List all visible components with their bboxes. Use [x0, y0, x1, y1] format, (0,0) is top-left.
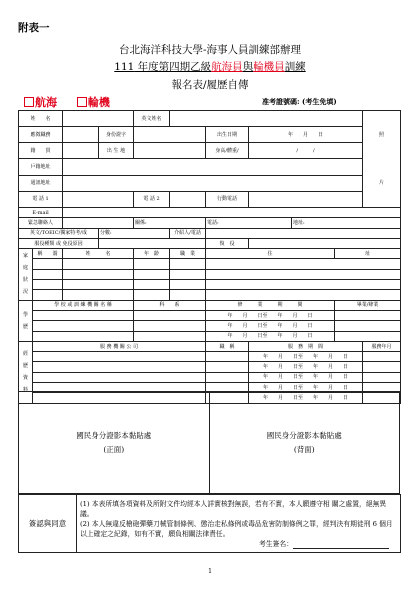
family-char: 狀	[22, 277, 28, 284]
emergency-tel-field[interactable]	[206, 218, 292, 228]
experience-row	[19, 372, 401, 382]
family-char: 庭	[22, 265, 28, 272]
retire-field[interactable]	[249, 238, 401, 248]
experience-period[interactable]: 年 月 日至 年 月 日	[249, 352, 363, 362]
education-cell[interactable]	[33, 331, 134, 341]
checkbox-engineering[interactable]	[77, 94, 110, 110]
experience-period[interactable]: 年 月 日至 年 月 日	[249, 393, 363, 403]
experience-cell[interactable]	[363, 372, 401, 382]
title-and: 與	[242, 61, 254, 73]
checkbox-navigation-label: 航海	[35, 96, 57, 109]
signature-area	[80, 539, 397, 549]
education-cell[interactable]	[134, 321, 206, 331]
registered-address-label: 戶籍地址	[19, 159, 63, 175]
education-row	[19, 331, 401, 341]
signature-line[interactable]	[293, 541, 389, 549]
title-mid: 年度第四期乙級	[134, 61, 212, 73]
photo-label-1: 照	[379, 132, 385, 138]
experience-header-title: 職 稱	[206, 341, 249, 351]
id-front-label: 國民身分證影本黏貼處	[76, 430, 152, 440]
family-header-title: 稱 謂	[33, 249, 63, 259]
checkbox-engineering-label: 輪機	[87, 96, 110, 109]
title-engineer: 輪機員	[253, 61, 285, 73]
relation-label: 關係:	[135, 219, 147, 226]
family-cell[interactable]	[63, 269, 134, 279]
family-cell[interactable]	[206, 280, 401, 290]
education-cell[interactable]	[134, 310, 206, 320]
education-period[interactable]: 年 月 日至 年 月 日	[206, 321, 335, 331]
score-label: 分數:	[100, 230, 112, 237]
emergency-address-label: 地址:	[293, 219, 305, 226]
education-row	[19, 310, 401, 320]
birthplace-field[interactable]	[134, 143, 206, 159]
signature-label: 考生簽名：	[259, 539, 293, 548]
consent-section	[18, 494, 401, 553]
family-cell[interactable]	[170, 290, 206, 300]
family-row	[19, 269, 401, 279]
experience-cell[interactable]	[206, 352, 249, 362]
english-name-label: 英文姓名	[134, 111, 170, 127]
education-cell[interactable]	[134, 331, 206, 341]
phone2-field[interactable]	[170, 191, 206, 207]
position-label: 應徵職務	[19, 127, 63, 143]
family-header-name: 姓 名	[63, 249, 134, 259]
mailing-address-label: 通訊地址	[19, 175, 63, 191]
id-card-front-box[interactable]	[19, 392, 210, 494]
education-header-period: 修 業 期 間	[206, 300, 335, 310]
family-cell[interactable]	[63, 280, 134, 290]
family-header-job: 職 業	[170, 249, 206, 259]
family-cell[interactable]	[134, 280, 170, 290]
title-navigator: 航海員	[211, 61, 243, 73]
education-cell[interactable]	[33, 321, 134, 331]
email-label: E-mail	[19, 208, 63, 218]
registered-address-field[interactable]	[63, 159, 363, 175]
family-cell[interactable]	[63, 259, 134, 269]
experience-cell[interactable]	[33, 372, 206, 382]
score-field[interactable]	[99, 228, 170, 238]
family-cell[interactable]	[206, 259, 401, 269]
consent-item-1: (1) 本表所填各項資料及所附文件均經本人詳實核對無誤，若有不實，本人願遵守相 關之處置，絕無異議。	[80, 499, 387, 518]
height-weight-field[interactable]: / /	[249, 143, 363, 159]
family-cell[interactable]	[206, 269, 401, 279]
birth-date-label: 出生日期	[206, 127, 249, 143]
education-cell[interactable]	[335, 331, 401, 341]
checkbox-square-icon	[24, 97, 34, 107]
experience-char: 經	[22, 351, 28, 358]
title-tail: 訓練	[284, 61, 306, 73]
education-header-school: 學 校 或 訓 練 機 關 名 稱	[33, 300, 134, 310]
emergency-contact-field[interactable]	[63, 218, 134, 228]
education-header-dept: 科 系	[134, 300, 206, 310]
experience-cell[interactable]	[363, 362, 401, 372]
id-number-label: 身份證字	[99, 127, 134, 143]
military-field[interactable]	[99, 238, 206, 248]
experience-period[interactable]: 年 月 日至 年 月 日	[249, 362, 363, 372]
referrer-label: 介紹人/電話	[170, 228, 206, 238]
id-front-side: (正面)	[103, 444, 125, 454]
id-back-label: 國民身分證影本黏貼處	[266, 430, 342, 440]
family-cell[interactable]	[33, 259, 63, 269]
form-subtitle: 報名表/履歷自傳	[171, 79, 249, 91]
email-field[interactable]	[63, 208, 401, 218]
experience-cell[interactable]	[33, 362, 206, 372]
education-header-status: 畢業/肄業	[335, 300, 401, 310]
mailing-address-field[interactable]	[63, 175, 363, 191]
family-header-address: 址	[335, 249, 401, 259]
emergency-address-field[interactable]	[292, 218, 401, 228]
family-cell[interactable]	[33, 280, 63, 290]
family-char: 況	[22, 289, 28, 296]
birthplace-label: 出 生 地	[99, 143, 134, 159]
education-period[interactable]: 年 月 日至 年 月 日	[206, 310, 335, 320]
mobile-label: 行動電話	[206, 191, 249, 207]
education-section-label	[19, 300, 33, 341]
education-row	[19, 321, 401, 331]
experience-char: 資	[22, 375, 28, 382]
page-number: 1	[208, 568, 212, 575]
family-header-residence: 住	[206, 249, 335, 259]
family-cell[interactable]	[134, 290, 170, 300]
consent-text	[77, 495, 401, 553]
experience-header-company: 服 務 機 關 公 司	[33, 341, 206, 351]
birth-date-field[interactable]: 年 月 日	[249, 127, 363, 143]
phone1-field[interactable]	[63, 191, 134, 207]
family-row	[19, 290, 401, 300]
family-cell[interactable]	[170, 269, 206, 279]
experience-row	[19, 352, 401, 362]
education-char: 歷	[22, 323, 28, 330]
phone2-label: 電 話 2	[134, 191, 170, 207]
checkbox-square-icon	[77, 97, 87, 107]
form-title-line2	[0, 59, 420, 74]
family-char: 家	[22, 253, 28, 260]
checkbox-navigation[interactable]	[24, 94, 57, 110]
family-cell[interactable]	[63, 290, 134, 300]
id-card-back-box[interactable]	[209, 392, 400, 494]
name-field[interactable]	[63, 111, 134, 127]
education-period[interactable]: 年 月 日至 年 月 日	[206, 331, 335, 341]
id-card-section	[18, 391, 400, 494]
relation-field[interactable]	[134, 218, 206, 228]
experience-char: 歷	[22, 363, 28, 370]
family-row	[19, 280, 401, 290]
education-cell[interactable]	[33, 310, 134, 320]
experience-cell[interactable]	[206, 372, 249, 382]
english-test-label: 英文/TOEIC/獨家特考/成	[19, 228, 99, 238]
family-row	[19, 259, 401, 269]
family-cell[interactable]	[33, 290, 63, 300]
family-section-label	[19, 249, 33, 300]
emergency-tel-label: 電話:	[207, 219, 219, 226]
consent-item-2: (2) 本人無違反槍砲彈藥刀械管制條例、懲治走私條例或毒品危害防制條例之罪，經判決有期徒刑 6 個月以上確定之紀錄，如有不實，願負相關法律責任。	[80, 519, 393, 538]
family-cell[interactable]	[33, 269, 63, 279]
id-back-side: (背面)	[293, 444, 315, 454]
family-header-age: 年 齡	[134, 249, 170, 259]
family-cell[interactable]	[170, 280, 206, 290]
family-cell[interactable]	[206, 290, 401, 300]
exam-number-label: 准考證號碼: (考生免填)	[262, 97, 337, 106]
family-cell[interactable]	[134, 269, 170, 279]
education-char: 學	[22, 311, 28, 318]
education-cell[interactable]	[335, 321, 401, 331]
consent-label: 簽認與同意	[19, 495, 77, 553]
name-label: 姓 名	[19, 111, 63, 127]
experience-cell[interactable]	[363, 352, 401, 362]
category-checkboxes	[24, 94, 110, 110]
mobile-field[interactable]	[249, 191, 363, 207]
emergency-contact-label: 緊急聯絡人	[19, 218, 63, 228]
id-number-field[interactable]	[134, 127, 206, 143]
experience-cell[interactable]	[206, 362, 249, 372]
experience-header-duration: 服務年月	[363, 341, 401, 351]
experience-period[interactable]: 年 月 日至 年 月 日	[249, 383, 363, 393]
referrer-field[interactable]	[206, 228, 401, 238]
english-name-field[interactable]	[170, 111, 363, 127]
photo-label-2: 片	[379, 180, 385, 186]
experience-row	[19, 362, 401, 372]
origin-field[interactable]	[63, 143, 99, 159]
family-cell[interactable]	[134, 259, 170, 269]
family-cell[interactable]	[170, 259, 206, 269]
height-weight-label: 身高/體重/	[206, 143, 249, 159]
military-label: 服役種類 或 免役原因	[19, 238, 99, 248]
experience-period[interactable]: 年 月 日至 年 月 日	[249, 372, 363, 382]
phone1-label: 電 話 1	[19, 191, 63, 207]
retire-label: 復 役	[206, 238, 249, 248]
title-year: 111	[114, 61, 135, 73]
experience-header-period: 服 務 期 間	[249, 341, 363, 351]
position-field[interactable]	[63, 127, 99, 143]
experience-cell[interactable]	[33, 352, 206, 362]
photo-box[interactable]	[363, 111, 401, 208]
education-cell[interactable]	[335, 310, 401, 320]
form-title-line1: 台北海洋科技大學-海事人員訓練部辦理	[118, 44, 302, 56]
application-table	[18, 110, 401, 404]
experience-char: 料	[22, 387, 28, 394]
origin-label: 籍 貫	[19, 143, 63, 159]
annex-label: 附表一	[18, 22, 50, 34]
